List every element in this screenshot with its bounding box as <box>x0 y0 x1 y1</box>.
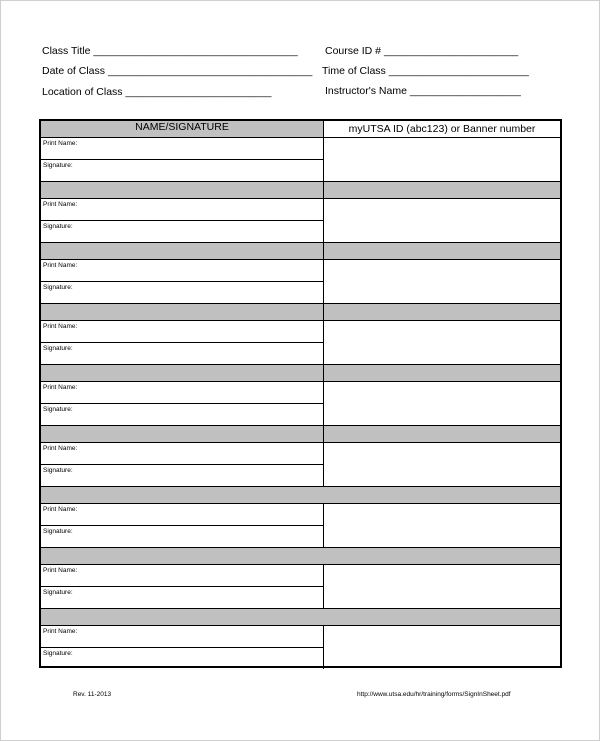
row-separator <box>41 243 560 260</box>
time-of-class-field[interactable]: Time of Class ________________________ <box>322 65 529 77</box>
print-name-label: Print Name: <box>43 628 78 635</box>
signature-label: Signature: <box>43 284 73 291</box>
table-row <box>41 382 560 426</box>
table-row <box>41 504 560 548</box>
id-cell[interactable] <box>324 382 560 425</box>
row-divider <box>41 403 323 404</box>
table-row <box>41 626 560 670</box>
table-row <box>41 260 560 304</box>
class-title-field[interactable]: Class Title ___________________________________ <box>42 45 298 57</box>
id-cell[interactable] <box>324 138 560 181</box>
row-separator <box>41 487 560 504</box>
print-name-label: Print Name: <box>43 323 78 330</box>
table-row <box>41 565 560 609</box>
print-name-label: Print Name: <box>43 262 78 269</box>
signature-label: Signature: <box>43 467 73 474</box>
column-divider <box>323 182 324 198</box>
column-divider <box>323 243 324 259</box>
row-separator <box>41 548 560 565</box>
myutsa-id-header: myUTSA ID (abc123) or Banner number <box>324 121 560 137</box>
name-signature-cell <box>41 199 324 242</box>
row-divider <box>41 586 323 587</box>
instructors-name-field[interactable]: Instructor's Name ___________________ <box>325 85 521 97</box>
id-cell[interactable] <box>324 565 560 608</box>
name-signature-cell <box>41 138 324 181</box>
row-divider <box>41 342 323 343</box>
signature-label: Signature: <box>43 589 73 596</box>
signature-label: Signature: <box>43 162 73 169</box>
table-row <box>41 443 560 487</box>
row-separator <box>41 304 560 321</box>
column-divider <box>323 365 324 381</box>
name-signature-header: NAME/SIGNATURE <box>41 121 324 137</box>
name-signature-cell <box>41 626 324 669</box>
table-row <box>41 321 560 365</box>
column-divider <box>323 304 324 320</box>
table-row <box>41 199 560 243</box>
name-signature-cell <box>41 504 324 547</box>
row-divider <box>41 159 323 160</box>
print-name-label: Print Name: <box>43 201 78 208</box>
print-name-label: Print Name: <box>43 567 78 574</box>
column-divider <box>323 426 324 442</box>
table-row <box>41 138 560 182</box>
row-divider <box>41 464 323 465</box>
table-header-row <box>41 121 560 138</box>
date-of-class-field[interactable]: Date of Class ___________________________________ <box>42 65 313 77</box>
print-name-label: Print Name: <box>43 445 78 452</box>
name-signature-cell <box>41 382 324 425</box>
signature-label: Signature: <box>43 528 73 535</box>
row-divider <box>41 647 323 648</box>
sign-in-table <box>39 119 562 668</box>
id-cell[interactable] <box>324 443 560 486</box>
name-signature-cell <box>41 565 324 608</box>
name-signature-cell <box>41 443 324 486</box>
location-of-class-field[interactable]: Location of Class _________________________ <box>42 86 272 98</box>
id-cell[interactable] <box>324 199 560 242</box>
name-signature-cell <box>41 260 324 303</box>
row-divider <box>41 220 323 221</box>
signature-label: Signature: <box>43 345 73 352</box>
print-name-label: Print Name: <box>43 384 78 391</box>
signature-label: Signature: <box>43 223 73 230</box>
row-divider <box>41 525 323 526</box>
id-cell[interactable] <box>324 626 560 669</box>
course-id-field[interactable]: Course ID # _______________________ <box>325 45 519 57</box>
revision-label: Rev. 11-2013 <box>73 691 112 698</box>
print-name-label: Print Name: <box>43 140 78 147</box>
id-cell[interactable] <box>324 260 560 303</box>
signature-label: Signature: <box>43 406 73 413</box>
name-signature-cell <box>41 321 324 364</box>
row-separator <box>41 609 560 626</box>
print-name-label: Print Name: <box>43 506 78 513</box>
row-separator <box>41 426 560 443</box>
id-cell[interactable] <box>324 321 560 364</box>
form-url: http://www.utsa.edu/hr/training/forms/SignInSheet.pdf <box>357 691 511 698</box>
row-separator <box>41 182 560 199</box>
id-cell[interactable] <box>324 504 560 547</box>
row-divider <box>41 281 323 282</box>
signature-label: Signature: <box>43 650 73 657</box>
row-separator <box>41 365 560 382</box>
